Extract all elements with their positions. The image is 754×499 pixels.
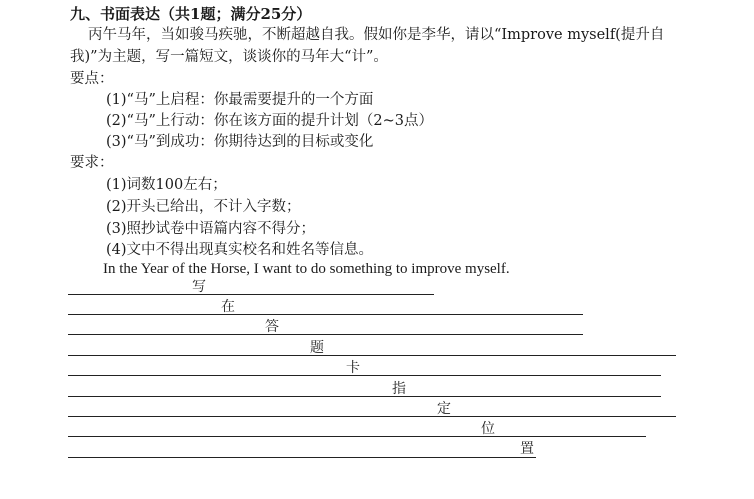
point-item-3: (3)“马”到成功：你期待达到的目标或变化 <box>106 134 374 150</box>
answer-area-note-char: 指 <box>392 381 406 397</box>
writing-line <box>68 314 583 315</box>
requirements-heading: 要求： <box>70 155 114 171</box>
prompt-line-1: 丙午马年，当如骏马疾驰，不断超越自我。假如你是李华，请以“Improve myself(提升自 <box>88 27 665 43</box>
prompt-line-2: 我)”为主题，写一篇短文，谈谈你的马年大“计”。 <box>70 49 388 65</box>
writing-line <box>68 355 676 356</box>
answer-area-note-char: 在 <box>221 299 235 315</box>
writing-line <box>68 375 661 376</box>
answer-area-note-char: 置 <box>520 441 534 457</box>
opening-sentence: In the Year of the Horse, I want to do something to improve myself. <box>103 261 510 277</box>
answer-area-note-char: 卡 <box>346 360 360 376</box>
answer-area-note-char: 写 <box>192 279 206 295</box>
requirement-item-4: (4)文中不得出现真实校名和姓名等信息。 <box>106 242 374 258</box>
writing-line <box>68 416 676 417</box>
requirement-item-1: (1)词数100左右； <box>106 177 227 193</box>
answer-area-note-char: 定 <box>437 401 451 417</box>
answer-area-note-char: 位 <box>481 421 495 437</box>
section-title: 九、书面表达（共1题；满分25分） <box>70 5 312 23</box>
writing-line <box>68 294 434 295</box>
requirement-item-2: (2)开头已给出，不计入字数； <box>106 199 301 215</box>
writing-line <box>68 457 536 458</box>
point-item-1: (1)“马”上启程：你最需要提升的一个方面 <box>106 92 374 108</box>
points-heading: 要点： <box>70 71 114 87</box>
writing-line <box>68 396 661 397</box>
answer-area-note-char: 答 <box>265 319 279 335</box>
writing-line <box>68 436 646 437</box>
point-item-2: (2)“马”上行动：你在该方面的提升计划（2~3点） <box>106 113 433 129</box>
answer-area-note-char: 题 <box>310 340 324 356</box>
writing-line <box>68 334 583 335</box>
requirement-item-3: (3)照抄试卷中语篇内容不得分； <box>106 221 316 237</box>
